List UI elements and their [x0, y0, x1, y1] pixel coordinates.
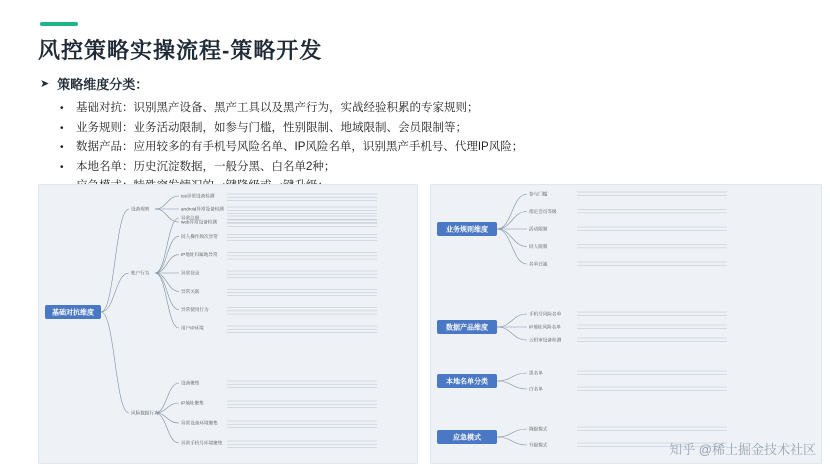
mindmap-root-label: 基础对抗维度 — [52, 309, 94, 317]
mindmap-root-label: 数据产品维度 — [446, 324, 488, 332]
mindmap-child-connector — [155, 403, 179, 413]
title-accent-bar — [40, 22, 78, 26]
mindmap-child-connector — [497, 314, 527, 327]
list-item-text: 业务规则：业务活动限制，如参与门槛，性别限制、地域限制、会员限制等； — [76, 121, 467, 134]
mindmap-child-label: 云机审设备检测 — [529, 337, 562, 343]
mindmap-child-label: 手机号风险名单 — [529, 311, 562, 317]
basic-adversarial-mindmap — [38, 184, 418, 464]
mindmap-child-label: 异常注册 — [181, 215, 200, 221]
mindmap-child-connector — [497, 194, 527, 229]
mindmap-branch-connector — [101, 312, 129, 413]
mindmap-child-label: android异常设备检测 — [181, 206, 224, 212]
mindmap-child-connector — [497, 373, 527, 381]
mindmap-child-label: 异常手机号环境聚集 — [181, 440, 223, 446]
list-item — [60, 158, 523, 178]
mindmap-child-label: 白名单 — [529, 386, 543, 392]
mindmap-child-connector — [497, 381, 527, 389]
mindmap-child-label: 同人限制 — [529, 244, 548, 249]
mindmap-root-label: 业务规则维度 — [446, 226, 488, 234]
page-title: 风控策略实操流程-策略开发 — [38, 38, 323, 63]
dimension-list — [60, 99, 523, 197]
mindmap-child-label: IP地址风险名单 — [529, 324, 561, 330]
mindmap-child-connector — [155, 273, 179, 310]
mindmap-branch-label: 风险数据行为 — [131, 410, 159, 416]
mindmap-child-label: ios异常设备检测 — [181, 193, 215, 199]
mindmap-left-canvas — [39, 185, 419, 465]
mindmap-child-label: IP地址归属地异常 — [181, 252, 218, 258]
mindmap-child-label: 异常使用行为 — [181, 307, 209, 313]
mindmap-child-connector — [155, 218, 179, 273]
mindmap-child-connector — [497, 229, 527, 264]
mindmap-branch-label: 设备规则 — [131, 206, 150, 212]
bullet-dot-icon: • — [60, 142, 64, 153]
mindmap-child-label: 黑名单 — [529, 370, 543, 376]
list-item-text: 基础对抗：识别黑产设备、黑产工具以及黑产行为，实战经验积累的专家规则； — [76, 102, 479, 114]
mindmap-child-label: 活动限制 — [529, 226, 548, 232]
mindmap-root-label: 本地名单分类 — [446, 378, 488, 386]
mindmap-child-label: 名单过滤 — [529, 261, 548, 267]
mindmap-child-label: 异常设备环境聚集 — [181, 420, 218, 426]
mindmap-child-label: 异常登录 — [181, 270, 200, 276]
mindmap-child-connector — [155, 236, 179, 273]
mindmap-child-label: 降级模式 — [529, 426, 548, 432]
mindmap-child-connector — [155, 383, 179, 413]
mindmap-child-connector — [155, 196, 179, 209]
mindmap-branch-connector — [101, 209, 129, 312]
section-heading-text: 策略维度分类： — [57, 77, 149, 92]
mindmap-child-label: 设备聚集 — [181, 380, 200, 386]
list-item — [60, 138, 523, 158]
mindmap-child-label: IP地址聚集 — [181, 400, 204, 406]
mindmap-child-label: 用户IP环境 — [181, 325, 204, 331]
mindmap-branch-connector — [101, 273, 129, 312]
strategy-dimension-section — [40, 74, 523, 197]
list-item — [60, 99, 523, 119]
bullet-dot-icon: • — [60, 161, 64, 173]
mindmap-branch-label: 账户行为 — [131, 270, 150, 276]
arrow-bullet-icon: ➤ — [40, 78, 50, 90]
mindmap-child-connector — [155, 413, 179, 423]
list-item-text: 数据产品：应用较多的有手机号风险名单、IP风险名单，识别黑产手机号、代理IP风险； — [76, 141, 524, 153]
bullet-dot-icon: • — [60, 103, 64, 114]
mindmap-child-label: 升级模式 — [529, 442, 548, 448]
mindmap-child-connector — [155, 273, 179, 291]
bullet-dot-icon: • — [60, 122, 64, 134]
mindmap-child-label: 同人操作频次异常 — [181, 233, 218, 239]
mindmap-child-connector — [155, 273, 179, 328]
mindmap-child-label: 异常关联 — [181, 288, 200, 294]
mindmap-child-connector — [497, 212, 527, 230]
mindmap-child-connector — [155, 255, 179, 273]
section-heading — [40, 74, 523, 93]
business-data-mindmap — [430, 184, 822, 464]
list-item-text: 本地名单：历史沉淀数据，一般分黑、白名单2种； — [76, 160, 336, 173]
mindmap-right-canvas — [431, 185, 823, 465]
mindmap-child-connector — [155, 413, 179, 443]
mindmap-child-connector — [497, 229, 527, 247]
watermark-text: 知乎 @稀土掘金技术社区 — [669, 442, 816, 457]
list-item — [60, 119, 523, 139]
mindmap-child-label: 参与门槛 — [529, 191, 548, 197]
mindmap-root-label: 应急模式 — [453, 434, 481, 442]
mindmap-child-connector — [497, 429, 527, 437]
mindmap-child-label: web异常设备检测 — [181, 219, 217, 225]
mindmap-child-label: 指定会员等级 — [529, 209, 557, 214]
mindmap-child-connector — [497, 437, 527, 445]
zhihu-watermark — [669, 439, 816, 458]
mindmap-child-connector — [497, 327, 527, 340]
